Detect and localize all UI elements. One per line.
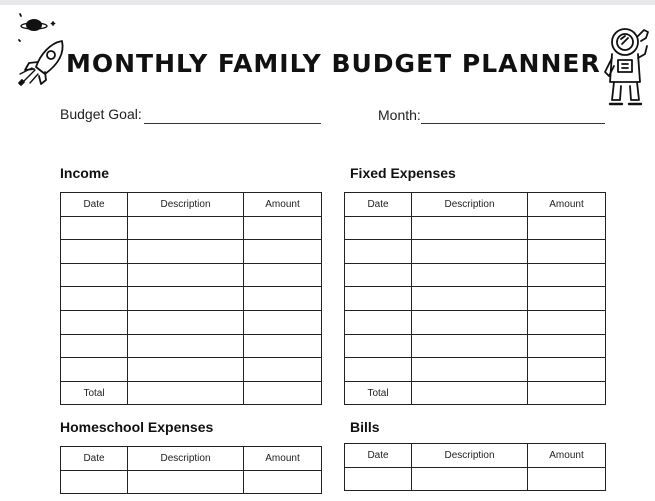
date-cell[interactable] (345, 310, 412, 334)
table-header-row (345, 193, 606, 217)
description-cell[interactable] (128, 216, 244, 240)
total-row (345, 381, 606, 405)
description-cell[interactable] (412, 358, 528, 382)
description-cell[interactable] (128, 358, 244, 382)
astronaut-icon (600, 24, 654, 108)
month-label: Month: (378, 107, 421, 123)
amount-cell[interactable] (528, 263, 606, 287)
bills-table (344, 443, 606, 491)
amount-cell[interactable] (244, 287, 322, 311)
date-cell[interactable] (61, 334, 128, 358)
description-cell[interactable] (128, 470, 244, 494)
date-cell[interactable] (345, 287, 412, 311)
page-title: MONTHLY FAMILY BUDGET PLANNER (66, 49, 601, 78)
description-cell[interactable] (128, 310, 244, 334)
total-row (61, 381, 322, 405)
total-label: Total (345, 381, 412, 405)
date-header: Date (61, 193, 128, 217)
date-cell[interactable] (61, 263, 128, 287)
budget-goal-field[interactable] (144, 123, 321, 124)
date-cell[interactable] (345, 216, 412, 240)
amount-cell[interactable] (528, 334, 606, 358)
fixed-expenses-title: Fixed Expenses (350, 165, 456, 181)
top-bar (0, 0, 655, 5)
amount-cell[interactable] (244, 358, 322, 382)
amount-header: Amount (244, 193, 322, 217)
description-header: Description (412, 444, 528, 468)
description-cell[interactable] (412, 467, 528, 491)
table-row (61, 310, 322, 334)
description-cell[interactable] (412, 287, 528, 311)
table-row (345, 287, 606, 311)
amount-cell[interactable] (244, 310, 322, 334)
date-cell[interactable] (61, 310, 128, 334)
date-cell[interactable] (61, 216, 128, 240)
amount-cell[interactable] (244, 240, 322, 264)
date-cell[interactable] (61, 358, 128, 382)
date-header: Date (345, 444, 412, 468)
table-row (345, 263, 606, 287)
income-table (60, 192, 322, 405)
amount-cell[interactable] (528, 287, 606, 311)
description-header: Description (128, 193, 244, 217)
income-title: Income (60, 165, 110, 181)
amount-cell[interactable] (528, 467, 606, 491)
description-cell[interactable] (412, 263, 528, 287)
description-header: Description (412, 193, 528, 217)
table-row (61, 287, 322, 311)
total-label: Total (61, 381, 128, 405)
description-cell[interactable] (128, 334, 244, 358)
table-row (345, 358, 606, 382)
rocket-icon (10, 10, 68, 88)
table-row (345, 216, 606, 240)
date-cell[interactable] (61, 470, 128, 494)
month-field[interactable] (421, 123, 605, 124)
homeschool-expenses-title: Homeschool Expenses (60, 419, 214, 435)
total-description-cell[interactable] (412, 381, 528, 405)
date-header: Date (345, 193, 412, 217)
homeschool-expenses-table (60, 446, 322, 494)
table-row (345, 310, 606, 334)
amount-cell[interactable] (528, 240, 606, 264)
table-row (61, 358, 322, 382)
bills-title: Bills (350, 419, 380, 435)
table-row (345, 240, 606, 264)
date-cell[interactable] (345, 240, 412, 264)
amount-cell[interactable] (528, 216, 606, 240)
date-header: Date (61, 447, 128, 471)
amount-header: Amount (244, 447, 322, 471)
table-header-row (345, 444, 606, 468)
description-cell[interactable] (412, 216, 528, 240)
amount-cell[interactable] (244, 263, 322, 287)
description-cell[interactable] (412, 240, 528, 264)
table-row (61, 470, 322, 494)
amount-cell[interactable] (244, 216, 322, 240)
table-header-row (61, 447, 322, 471)
description-cell[interactable] (128, 240, 244, 264)
amount-header: Amount (528, 193, 606, 217)
total-description-cell[interactable] (128, 381, 244, 405)
amount-cell[interactable] (244, 334, 322, 358)
amount-cell[interactable] (528, 310, 606, 334)
description-cell[interactable] (412, 310, 528, 334)
date-cell[interactable] (61, 287, 128, 311)
amount-cell[interactable] (528, 358, 606, 382)
table-row (61, 216, 322, 240)
date-cell[interactable] (345, 263, 412, 287)
table-header-row (61, 193, 322, 217)
amount-header: Amount (528, 444, 606, 468)
table-row (61, 263, 322, 287)
total-amount-cell[interactable] (528, 381, 606, 405)
amount-cell[interactable] (244, 470, 322, 494)
date-cell[interactable] (345, 358, 412, 382)
table-row (61, 240, 322, 264)
table-row (61, 334, 322, 358)
description-cell[interactable] (128, 287, 244, 311)
description-header: Description (128, 447, 244, 471)
total-amount-cell[interactable] (244, 381, 322, 405)
table-row (345, 467, 606, 491)
date-cell[interactable] (61, 240, 128, 264)
description-cell[interactable] (128, 263, 244, 287)
date-cell[interactable] (345, 467, 412, 491)
description-cell[interactable] (412, 334, 528, 358)
budget-goal-label: Budget Goal: (60, 106, 142, 122)
table-row (345, 334, 606, 358)
date-cell[interactable] (345, 334, 412, 358)
fixed-expenses-table (344, 192, 606, 405)
